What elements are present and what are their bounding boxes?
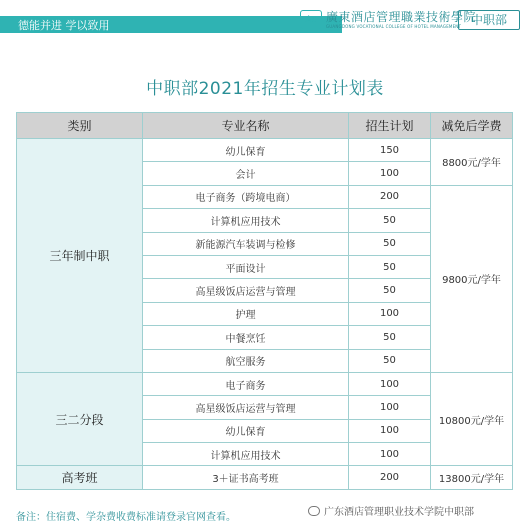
major-cell: 护理 (143, 302, 349, 325)
major-cell: 电子商务 (143, 372, 349, 395)
fee-cell: 13800元/学年 (431, 466, 513, 489)
header-fee: 减免后学费 (431, 113, 513, 139)
plan-cell: 150 (349, 139, 431, 162)
plan-cell: 100 (349, 396, 431, 419)
plan-cell: 200 (349, 466, 431, 489)
plan-cell: 50 (349, 232, 431, 255)
table-header-row (17, 113, 513, 139)
plan-cell: 100 (349, 372, 431, 395)
header-major: 专业名称 (143, 113, 349, 139)
table-row (17, 466, 513, 489)
plan-cell: 50 (349, 326, 431, 349)
enrollment-table-container (16, 112, 512, 494)
fee-cell: 9800元/学年 (431, 185, 513, 372)
school-name-en: GUANGDONG VOCATIONAL COLLEGE OF HOTEL MANAGEMENT (326, 24, 462, 29)
major-cell: 会计 (143, 162, 349, 185)
plan-cell: 100 (349, 162, 431, 185)
plan-cell: 50 (349, 279, 431, 302)
plan-cell: 200 (349, 185, 431, 208)
major-cell: 幼儿保育 (143, 419, 349, 442)
major-cell: 平面设计 (143, 255, 349, 278)
plan-cell: 100 (349, 302, 431, 325)
major-cell: 高星级饭店运营与管理 (143, 279, 349, 302)
enrollment-table (16, 112, 513, 490)
plan-cell: 50 (349, 255, 431, 278)
fee-cell: 10800元/学年 (431, 372, 513, 466)
slogan: 德能并进 学以致用 (18, 19, 110, 32)
plan-cell: 100 (349, 443, 431, 466)
logo-icon: Ac (300, 10, 322, 30)
major-cell: 3＋证书高考班 (143, 466, 349, 489)
table-row (17, 372, 513, 395)
major-cell: 航空服务 (143, 349, 349, 372)
category-cell: 高考班 (17, 466, 143, 489)
table-row (17, 139, 513, 162)
plan-cell: 50 (349, 349, 431, 372)
major-cell: 中餐烹饪 (143, 326, 349, 349)
major-cell: 计算机应用技术 (143, 209, 349, 232)
major-cell: 计算机应用技术 (143, 443, 349, 466)
fee-cell: 8800元/学年 (431, 139, 513, 186)
plan-cell: 100 (349, 419, 431, 442)
major-cell: 高星级饭店运营与管理 (143, 396, 349, 419)
dept-badge: 中职部 (458, 10, 520, 30)
wechat-name: 广东酒店管理职业技术学院中职部 (324, 507, 474, 518)
wechat-account (308, 503, 474, 518)
header (0, 0, 530, 38)
category-cell: 三年制中职 (17, 139, 143, 373)
major-cell: 新能源汽车装调与检修 (143, 232, 349, 255)
major-cell: 电子商务（跨境电商） (143, 185, 349, 208)
page-title: 中职部2021年招生专业计划表 (146, 79, 384, 99)
header-category: 类别 (17, 113, 143, 139)
plan-cell: 50 (349, 209, 431, 232)
wechat-icon (308, 506, 320, 516)
footer-note: 备注：住宿费、学杂费收费标准请登录官网查看。 (16, 512, 236, 523)
category-cell: 三二分段 (17, 372, 143, 466)
major-cell: 幼儿保育 (143, 139, 349, 162)
header-plan: 招生计划 (349, 113, 431, 139)
school-name: 廣東酒店管理職業技術學院 (326, 10, 477, 24)
table-body (17, 139, 513, 490)
